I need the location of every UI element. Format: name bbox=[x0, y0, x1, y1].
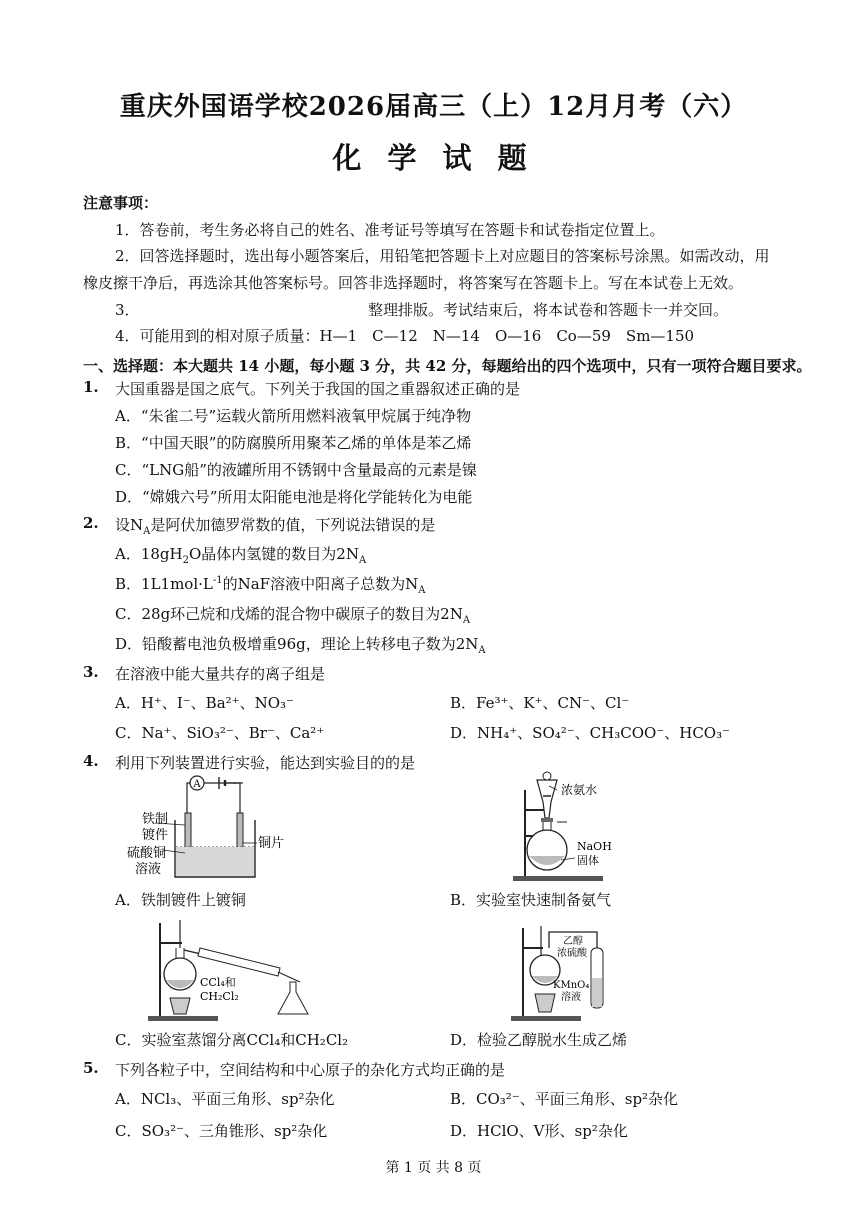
fig-b-label-naoh: NaOH bbox=[577, 840, 612, 853]
section-heading: 一、选择题：本大题共 14 小题，每小题 3 分，共 42 分，每题给出的四个选项中，只有一项符合题目要求。 bbox=[83, 357, 812, 375]
fig-d-label-kmno4: KMnO₄ bbox=[553, 980, 590, 991]
figure-distillation bbox=[140, 918, 340, 1023]
notice-item-3: 3． bbox=[115, 301, 140, 319]
q3-stem: 在溶液中能大量共存的离子组是 bbox=[115, 665, 326, 683]
fig-a-label-solution: 溶液 bbox=[135, 862, 162, 877]
notice-item-3-cont: 整理排版。考试结束后，将本试卷和答题卡一并交回。 bbox=[368, 301, 729, 319]
fig-c-label-ch2cl2: CH₂Cl₂ bbox=[200, 990, 239, 1003]
q2-option-a: A．$18gH_2O$晶体内氢键的数目为$2N_A$ bbox=[115, 545, 367, 566]
q2-option-b: B．$1L1mol\cdot L^{-1}$的NaF溶液中阳离子总数为$N_A$ bbox=[115, 575, 426, 596]
fig-d-label-h2so4: 浓硫酸 bbox=[557, 948, 587, 959]
q5-option-d: D．HClO、V形、sp²杂化 bbox=[450, 1122, 628, 1140]
q4-caption-c: C．实验室蒸馏分离CCl₄和CH₂Cl₂ bbox=[115, 1031, 349, 1049]
fig-b-label-solid: 固体 bbox=[577, 854, 599, 867]
notice-item-4: 4．可能用到的相对原子质量：H—1 C—12 N—14 O—16 Co—59 Sm—150 bbox=[115, 327, 695, 345]
figure-ammonia-setup bbox=[505, 770, 635, 885]
q4-number: 4. bbox=[83, 752, 99, 770]
fig-b-label-ammonia: 浓氨水 bbox=[561, 783, 598, 797]
q3-option-b: B．Fe³⁺、K⁺、CN⁻、Cl⁻ bbox=[450, 694, 630, 712]
fig-a-label-iron: 铁制 bbox=[142, 812, 169, 827]
page-footer: 第 1 页 共 8 页 bbox=[385, 1160, 482, 1176]
notice-item-1: 1．答卷前，考生务必将自己的姓名、准考证号等填写在答题卡和试卷指定位置上。 bbox=[115, 221, 665, 239]
figure-electroplating bbox=[125, 775, 285, 885]
q5-stem: 下列各粒子中，空间结构和中心原子的杂化方式均正确的是 bbox=[115, 1061, 506, 1079]
q1-option-a: A．“朱雀二号”运载火箭所用燃料液氧甲烷属于纯净物 bbox=[115, 407, 472, 425]
figure-ethylene-test bbox=[505, 918, 635, 1023]
q2-option-c: C．28g环己烷和戊烯的混合物中碳原子的数目为$2N_A$ bbox=[115, 605, 471, 626]
q1-option-c: C．“LNG船”的液罐所用不锈钢中含量最高的元素是镍 bbox=[115, 461, 477, 479]
q2-option-d: D．铅酸蓄电池负极增重96g，理论上转移电子数为$2N_A$ bbox=[115, 635, 486, 656]
q1-option-b: B．“中国天眼”的防腐膜所用聚苯乙烯的单体是苯乙烯 bbox=[115, 434, 472, 452]
q4-caption-a: A．铁制镀件上镀铜 bbox=[115, 891, 246, 909]
q5-option-c: C．SO₃²⁻、三角锥形、sp²杂化 bbox=[115, 1122, 328, 1140]
q3-number: 3. bbox=[83, 663, 99, 681]
q4-caption-d: D．检验乙醇脱水生成乙烯 bbox=[450, 1031, 628, 1049]
q2-number: 2. bbox=[83, 514, 99, 532]
q3-option-d: D．NH₄⁺、SO₄²⁻、CH₃COO⁻、HCO₃⁻ bbox=[450, 724, 731, 742]
q5-option-a: A．NCl₃、平面三角形、sp²杂化 bbox=[115, 1090, 335, 1108]
q1-number: 1. bbox=[83, 378, 99, 396]
fig-d-label-ethanol: 乙醇 bbox=[563, 936, 583, 947]
notice-item-2: 2．回答选择题时，选出每小题答案后，用铅笔把答题卡上对应题目的答案标号涂黑。如需改动，用 bbox=[115, 247, 770, 265]
fig-a-label-copper: 铜片 bbox=[258, 836, 285, 851]
q5-option-b: B．CO₃²⁻、平面三角形、sp²杂化 bbox=[450, 1090, 679, 1108]
q5-number: 5. bbox=[83, 1059, 99, 1077]
fig-d-label-solution: 溶液 bbox=[561, 992, 581, 1003]
q1-option-d: D．“嫦娥六号”所用太阳能电池是将化学能转化为电能 bbox=[115, 488, 473, 506]
page-title: 重庆外国语学校2026届高三（上）12月月考（六） bbox=[119, 92, 748, 122]
q3-option-a: A．H⁺、I⁻、Ba²⁺、NO₃⁻ bbox=[115, 694, 294, 712]
q3-option-c: C．Na⁺、SiO₃²⁻、Br⁻、Ca²⁺ bbox=[115, 724, 325, 742]
notice-heading: 注意事项： bbox=[83, 194, 159, 212]
q4-caption-b: B．实验室快速制备氨气 bbox=[450, 891, 612, 909]
fig-c-label-ccl4: CCl₄和 bbox=[200, 976, 236, 989]
ammeter-label: A bbox=[193, 779, 201, 790]
q4-stem: 利用下列装置进行实验，能达到实验目的的是 bbox=[115, 754, 416, 772]
notice-item-2-cont: 橡皮擦干净后，再选涂其他答案标号。回答非选择题时，将答案写在答题卡上。写在本试卷上无效。 bbox=[83, 274, 744, 292]
fig-a-label-part: 镀件 bbox=[142, 828, 169, 843]
page-subtitle: 化 学 试 题 bbox=[332, 141, 535, 175]
fig-a-label-cuso4: 硫酸铜 bbox=[127, 846, 167, 861]
q1-stem: 大国重器是国之底气。下列关于我国的国之重器叙述正确的是 bbox=[115, 380, 521, 398]
q2-stem: 设$N_A$是阿伏加德罗常数的值，下列说法错误的是 bbox=[115, 516, 436, 537]
